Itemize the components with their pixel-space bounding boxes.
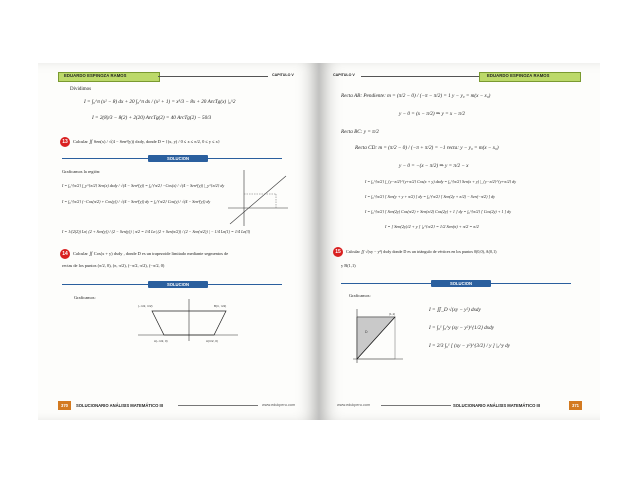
right-footer-web: www.edukperu.com <box>337 403 371 407</box>
recta-ab: Recta AB: Pendiente: m = (π/2 − 0) / (−π − π/2) = 1 y − y₀ = m(x − x₀) <box>341 93 491 99</box>
equation-11: I = ∫₀¹ ∫₀^y (xy − y²)^{1/2} dxdy <box>429 325 494 331</box>
equation-2: I = 2(8)/3 − 8(2) + 2(20) ArcTg(2) = 40 ArcTg(2) − 50/3 <box>92 115 212 121</box>
left-header-chapter: CAPITULO V <box>272 73 294 77</box>
trap-label-b: B(π, π/2) <box>214 304 227 308</box>
trapezoid-graph-14 <box>134 295 244 345</box>
left-footer <box>38 401 319 410</box>
exercise-15-statement: Calcular ∬ √(xy − y²) dxdy donde D es un triángulo de vértices en los puntos 0(0,0), A(0,1) <box>346 249 497 254</box>
trap-label-d: A(−π/2, 0) <box>154 339 168 343</box>
right-header-rule <box>361 76 479 77</box>
solution-banner-1: SOLUCION <box>148 155 208 162</box>
right-header-chapter: CAPITULO V <box>333 73 355 77</box>
text-graficamos-2: Graficamos: <box>74 295 96 300</box>
exercise-14-statement-2: rectas de los puntos (π/2, 0), (π, π/2), (−π/2, π/2), (−π/2, 0) <box>62 263 165 268</box>
left-header-author: EDUARDO ESPINOZA RAMOS <box>64 73 127 78</box>
solution-banner-2: SOLUCION <box>148 281 208 288</box>
text-graficamos-region: Graficamos la región: <box>62 169 101 174</box>
right-header <box>319 72 600 80</box>
equation-4: I = ∫₀^{π/2} (−Cos(π/2) + Cos(y)) / √(4 − Sen²(y)) dy = ∫₀^{π/2} Cos(y) / √(4 − Sen²(y)) dy <box>62 199 211 204</box>
exercise-13-badge: 13 <box>60 137 70 147</box>
exercise-14-statement: Calcular ∬ Cos(x + y) dxdy , donde D es un trapezoide limitado mediante segmentos de <box>73 251 229 256</box>
trap-label-c: (−π/2, π/2) <box>138 304 153 308</box>
text-dividimos: Dividimos <box>70 87 92 92</box>
right-footer-rule <box>381 405 451 406</box>
left-footer-rule <box>178 405 258 406</box>
equation-7: I = ∫₀^{π/2} [ Sen(y + y + π/2) ] dy = ∫₀^{π/2} [ Sen(2y + π/2) − Sen(−π/2) ] dy <box>365 194 495 199</box>
exercise-14-badge: 14 <box>60 249 70 259</box>
open-book <box>38 63 600 420</box>
equation-5: I = 1/(2(2)) Ln| (2 + Sen(y)) / (2 − Sen(y)) | π/2 = 1/4 Ln| (2 + Sen(π/2)) / (2 − Sen(π/2)) | − 1/4 Ln(1) = 1/4 Ln(3) <box>62 229 251 234</box>
region-graph-13 <box>226 168 290 228</box>
equation-9: I = [ Sen(2y)/2 + y ] |₀^{π/2} = 1/2 Sen(π) + π/2 = π/2 <box>385 224 479 229</box>
right-footer-title: SOLUCIONARIO ANÁLISIS MATEMÁTICO III <box>453 403 541 408</box>
left-header-rule <box>158 76 268 77</box>
trap-label-a: A(π/2, 0) <box>206 339 218 343</box>
exercise-15-statement-2: y B(1,1) <box>341 263 356 268</box>
equation-3: I = ∫₀^{π/2} ∫_y^{π/2} Sen(x) dxdy / √(4 − Sen²(y)) = ∫₀^{π/2} −Cos(x) / √(4 − Sen²(y)) |_y^{π/2} dy <box>62 183 225 188</box>
left-footer-web: www.edukperu.com <box>262 403 296 407</box>
left-page <box>38 63 319 420</box>
left-footer-title: SOLUCIONARIO ANÁLISIS MATEMÁTICO III <box>76 403 164 408</box>
exercise-15-badge: 15 <box>333 247 343 257</box>
right-footer <box>319 401 600 410</box>
right-page-number: 371 <box>569 401 582 410</box>
exercise-13-statement: Calcular ∬ Sen(x) / √(4 − Sen²(y)) dxdy, donde D = {(x, y) / 0 ≤ x ≤ π/2, 0 ≤ y ≤ x} <box>73 139 220 144</box>
recta-cd: Recta CD: m = (π/2 − 0) / (−π + π/2) = −1 recta: y − y₀ = m(x − x₀) <box>355 145 499 151</box>
equation-6: I = ∫₀^{π/2} ∫_{y−π/2}^{y+π/2} Cos(x + y) dxdy = ∫₀^{π/2} Sen(x + y) |_{y−π/2}^{y+π/2} dy <box>365 179 517 184</box>
left-header <box>38 72 319 80</box>
equation-8: I = ∫₀^{π/2} [ Sen(2y) Cos(π/2) + Sen(π/2) Cos(2y) + 1 ] dy = ∫₀^{π/2} [ Cos(2y) + 1 ] dy <box>365 209 512 214</box>
tri-label-vertex: (1,1) <box>389 312 396 316</box>
recta-cd-2: y − 0 = −(x − π/2) ⇒ y = π/2 − x <box>399 163 469 169</box>
equation-1: I = ∫₀^π (x² − 8) dx + 20 ∫₀^π dx / (x² + 1) = x³/3 − 8x + 20 ArcTg(x) |₀^2 <box>84 99 236 105</box>
left-page-number: 370 <box>58 401 71 410</box>
triangle-graph-15 <box>347 305 407 367</box>
solution-banner-3: SOLUCION <box>431 280 491 287</box>
right-header-author: EDUARDO ESPINOZA RAMOS <box>487 73 550 78</box>
right-page <box>319 63 600 420</box>
equation-12: I = 2/3 ∫₀¹ [ (xy − y²)^{3/2} / y ] |₀^y dy <box>429 343 510 349</box>
recta-bc: Recta BC: y = π/2 <box>341 129 379 135</box>
recta-ab-2: y − 0 = (x − π/2) ⇒ y = x − π/2 <box>399 111 465 117</box>
equation-10: I = ∬_D √(xy − y²) dxdy <box>429 307 481 313</box>
text-graficamos-3: Graficamos: <box>349 293 371 298</box>
tri-label-region: D <box>365 330 368 334</box>
graph-diagonal-line <box>230 176 286 224</box>
